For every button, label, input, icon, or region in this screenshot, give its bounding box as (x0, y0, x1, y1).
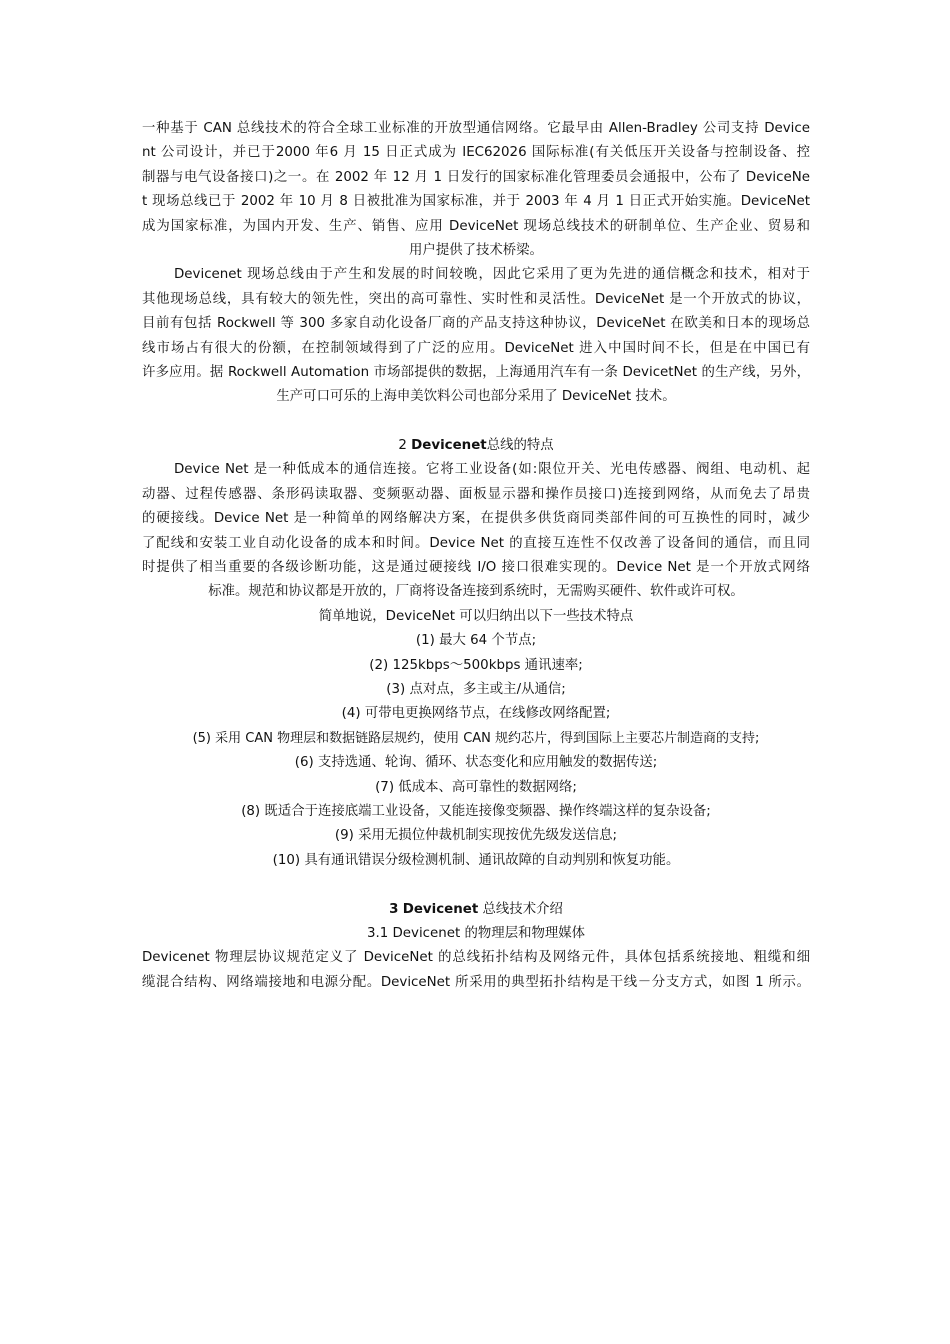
text-line: 生产可口可乐的上海申美饮料公司也部分采用了 DeviceNet 技术。 (276, 389, 676, 405)
list-item: (8) 既适合于连接底端工业设备，又能连接像变频器、操作终端这样的复杂设备; (241, 803, 711, 819)
text-line: Devicenet 物理层协议规范定义了 DeviceNet 的总线拓扑结构及网络元件，具体包括系统接地、粗缆和细 (142, 950, 810, 966)
text-line: 许多应用。据 Rockwell Automation 市场部提供的数据，上海通用汽车有一条 DevicetNet 的生产线，另外， (142, 364, 810, 380)
section-title: Devicenet (411, 438, 487, 454)
text-line: t 现场总线已于 2002 年 10 月 8 日被批准为国家标准，并于 2003 年 4 月 1 日正式开始实施。DeviceNet (142, 194, 810, 210)
spacer (142, 410, 810, 434)
list-item: (1) 最大 64 个节点; (415, 633, 537, 649)
list-item: (2) 125kbps～500kbps 通讯速率; (369, 657, 583, 673)
summary-line: 简单地说，DeviceNet 可以归纳出以下一些技术特点 (318, 608, 634, 624)
feature-list (142, 629, 810, 873)
text-line: 成为国家标准，为国内开发、生产、销售、应用 DeviceNet 现场总线技术的研制单位、生产企业、贸易和 (142, 218, 810, 234)
text-line: 一种基于 CAN 总线技术的符合全球工业标准的开放型通信网络。它最早由 Allen-Bradley 公司支持 Device (142, 121, 810, 136)
text-line: 线市场占有很大的份额，在控制领域得到了广泛的应用。DeviceNet 进入中国时间不长，但是在中国已有 (142, 340, 810, 356)
text-line: 其他现场总线，具有较大的领先性，突出的高可靠性、实时性和灵活性。DeviceNet 是一个开放式的协议， (142, 291, 810, 307)
text-line: nt 公司设计，并已于2000 年6 月 15 日正式成为 IEC62026 国际标准(有关低压开关设备与控制设备、控 (142, 145, 810, 161)
section-3-heading (142, 898, 810, 922)
section-number: 2 (398, 438, 407, 454)
section-title-suffix: 总线的特点 (486, 438, 554, 454)
list-item: (9) 采用无损位仲裁机制实现按优先级发送信息; (334, 828, 618, 844)
text-line: 目前有包括 Rockwell 等 300 多家自动化设备厂商的产品支持这种协议，DeviceNet 在欧美和日本的现场总 (142, 316, 810, 332)
text-line: 用户提供了技术桥梁。 (409, 242, 543, 258)
intro-paragraph (142, 117, 810, 263)
text-line: 制器与电气设备接口)之一。在 2002 年 12 月 1 日发行的国家标准化管理委员会通报中，公布了 DeviceNe (142, 169, 810, 185)
section-title: Devicenet (402, 901, 479, 917)
text-line: Devicenet 现场总线由于产生和发展的时间较晚，因此它采用了更为先进的通信概念和技术，相对于 (174, 267, 810, 283)
physical-layer-paragraph (142, 946, 810, 995)
spacer (142, 873, 810, 897)
text-line: 缆混合结构、网络端接地和电源分配。DeviceNet 所采用的典型拓扑结构是干线－分支方式，如图 1 所示。 (142, 974, 810, 990)
advantages-paragraph (142, 263, 810, 409)
section-2-heading (142, 434, 810, 458)
list-item: (5) 采用 CAN 物理层和数据链路层规约，使用 CAN 规约芯片，得到国际上主要芯片制造商的支持; (192, 730, 760, 746)
list-item: (7) 低成本、高可靠性的数据网络; (375, 779, 577, 795)
text-line: Device Net 是一种低成本的通信连接。它将工业设备(如:限位开关、光电传感器、阀组、电动机、起 (174, 462, 810, 478)
list-item: (3) 点对点，多主或主/从通信; (386, 681, 566, 697)
document-page (142, 117, 810, 995)
list-item: (6) 支持选通、轮询、循环、状态变化和应用触发的数据传送; (294, 755, 658, 771)
features-paragraph (142, 458, 810, 604)
text-line: 时提供了相当重要的各级诊断功能，这是通过硬接线 I/O 接口很难实现的。Device Net 是一个开放式网络 (142, 560, 810, 576)
text-line: 了配线和安装工业自动化设备的成本和时间。Device Net 的直接互连性不仅改善了设备间的通信，而且同 (142, 535, 810, 551)
text-line: 的硬接线。Device Net 是一种简单的网络解决方案，在提供多供货商同类部件间的可互换性的同时，减少 (142, 511, 810, 527)
text-line: 动器、过程传感器、条形码读取器、变频驱动器、面板显示器和操作员接口)连接到网络，从而免去了昂贵 (142, 486, 810, 502)
list-item: (4) 可带电更换网络节点，在线修改网络配置; (341, 706, 611, 722)
section-number: 3 (389, 901, 399, 917)
section-title-suffix: 总线技术介绍 (482, 901, 563, 917)
subsection-3-1-heading: 3.1 Devicenet 的物理层和物理媒体 (366, 925, 586, 941)
list-item: (10) 具有通讯错误分级检测机制、通讯故障的自动判别和恢复功能。 (272, 852, 680, 868)
text-line: 标准。规范和协议都是开放的，厂商将设备连接到系统时，无需购买硬件、软件或许可权。 (208, 584, 744, 600)
